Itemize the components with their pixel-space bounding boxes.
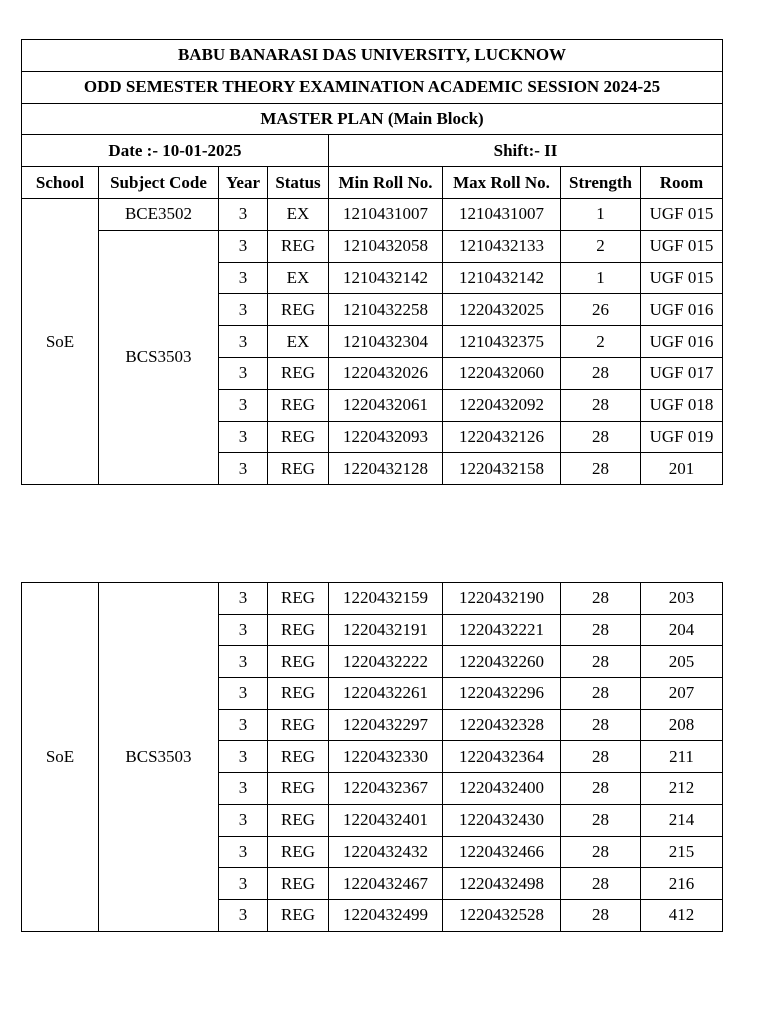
cell-strength: 28 — [561, 868, 641, 900]
cell-strength: 28 — [561, 678, 641, 710]
cell-year: 3 — [219, 836, 268, 868]
cell-room: UGF 019 — [641, 421, 723, 453]
cell-strength: 2 — [561, 326, 641, 358]
cell-max-roll: 1210431007 — [443, 198, 561, 230]
cell-min-roll: 1210432058 — [329, 230, 443, 262]
cell-min-roll: 1220432330 — [329, 741, 443, 773]
exam-title: ODD SEMESTER THEORY EXAMINATION ACADEMIC SESSION 2024-25 — [22, 71, 723, 103]
cell-strength: 28 — [561, 899, 641, 931]
cell-min-roll: 1220432297 — [329, 709, 443, 741]
cell-max-roll: 1220432060 — [443, 357, 561, 389]
cell-max-roll: 1220432092 — [443, 389, 561, 421]
cell-status: REG — [268, 583, 329, 615]
title-row — [22, 40, 723, 72]
col-header-subject-code: Subject Code — [99, 167, 219, 199]
cell-year: 3 — [219, 262, 268, 294]
cell-status: REG — [268, 421, 329, 453]
cell-status: REG — [268, 357, 329, 389]
cell-status: REG — [268, 230, 329, 262]
cell-subject-code: BCE3502 — [99, 198, 219, 230]
col-header-room: Room — [641, 167, 723, 199]
cell-status: REG — [268, 453, 329, 485]
cell-room: UGF 015 — [641, 262, 723, 294]
cell-room: 201 — [641, 453, 723, 485]
cell-year: 3 — [219, 421, 268, 453]
cell-status: REG — [268, 868, 329, 900]
cell-min-roll: 1210432142 — [329, 262, 443, 294]
exam-row — [22, 71, 723, 103]
cell-strength: 28 — [561, 709, 641, 741]
cell-subject-code: BCS3503 — [99, 230, 219, 484]
cell-school: SoE — [22, 198, 99, 484]
cell-strength: 26 — [561, 294, 641, 326]
cell-status: REG — [268, 709, 329, 741]
cell-status: EX — [268, 262, 329, 294]
cell-max-roll: 1220432260 — [443, 646, 561, 678]
col-header-status: Status — [268, 167, 329, 199]
cell-max-roll: 1220432466 — [443, 836, 561, 868]
cell-min-roll: 1220432432 — [329, 836, 443, 868]
cell-min-roll: 1220432191 — [329, 614, 443, 646]
cell-room: 203 — [641, 583, 723, 615]
cell-min-roll: 1220432499 — [329, 899, 443, 931]
cell-max-roll: 1210432142 — [443, 262, 561, 294]
cell-min-roll: 1210432304 — [329, 326, 443, 358]
cell-strength: 28 — [561, 357, 641, 389]
cell-year: 3 — [219, 804, 268, 836]
cell-room: 205 — [641, 646, 723, 678]
col-header-min-roll: Min Roll No. — [329, 167, 443, 199]
cell-status: REG — [268, 836, 329, 868]
cell-year: 3 — [219, 198, 268, 230]
cell-status: EX — [268, 326, 329, 358]
cell-room: UGF 017 — [641, 357, 723, 389]
cell-min-roll: 1220432467 — [329, 868, 443, 900]
cell-room: 215 — [641, 836, 723, 868]
cell-year: 3 — [219, 326, 268, 358]
cell-year: 3 — [219, 709, 268, 741]
cell-max-roll: 1220432400 — [443, 773, 561, 805]
column-header-row — [22, 167, 723, 199]
cell-room: 211 — [641, 741, 723, 773]
cell-strength: 28 — [561, 804, 641, 836]
cell-room: 207 — [641, 678, 723, 710]
date-shift-row — [22, 135, 723, 167]
table-row — [22, 198, 723, 230]
cell-max-roll: 1220432025 — [443, 294, 561, 326]
cell-strength: 28 — [561, 389, 641, 421]
cell-room: 212 — [641, 773, 723, 805]
cell-max-roll: 1210432133 — [443, 230, 561, 262]
master-plan-table-bottom — [21, 582, 723, 932]
cell-strength: 28 — [561, 614, 641, 646]
cell-max-roll: 1220432126 — [443, 421, 561, 453]
cell-strength: 28 — [561, 583, 641, 615]
cell-year: 3 — [219, 294, 268, 326]
col-header-year: Year — [219, 167, 268, 199]
master-plan-table-top — [21, 39, 723, 485]
cell-strength: 1 — [561, 198, 641, 230]
cell-room: 214 — [641, 804, 723, 836]
cell-year: 3 — [219, 868, 268, 900]
cell-year: 3 — [219, 646, 268, 678]
cell-status: REG — [268, 741, 329, 773]
cell-status: REG — [268, 389, 329, 421]
col-header-school: School — [22, 167, 99, 199]
cell-room: 216 — [641, 868, 723, 900]
cell-room: 208 — [641, 709, 723, 741]
cell-room: UGF 015 — [641, 230, 723, 262]
exam-shift: Shift:- II — [329, 135, 723, 167]
cell-strength: 28 — [561, 741, 641, 773]
cell-subject-code: BCS3503 — [99, 583, 219, 932]
cell-min-roll: 1210431007 — [329, 198, 443, 230]
cell-status: REG — [268, 294, 329, 326]
cell-max-roll: 1220432296 — [443, 678, 561, 710]
cell-strength: 2 — [561, 230, 641, 262]
cell-strength: 28 — [561, 836, 641, 868]
cell-status: REG — [268, 614, 329, 646]
cell-min-roll: 1220432128 — [329, 453, 443, 485]
cell-strength: 1 — [561, 262, 641, 294]
table-row — [22, 230, 723, 262]
cell-room: UGF 018 — [641, 389, 723, 421]
cell-max-roll: 1220432221 — [443, 614, 561, 646]
cell-status: REG — [268, 678, 329, 710]
cell-max-roll: 1220432430 — [443, 804, 561, 836]
cell-strength: 28 — [561, 646, 641, 678]
cell-room: UGF 016 — [641, 294, 723, 326]
exam-date: Date :- 10-01-2025 — [22, 135, 329, 167]
cell-strength: 28 — [561, 453, 641, 485]
cell-year: 3 — [219, 389, 268, 421]
cell-status: REG — [268, 646, 329, 678]
cell-year: 3 — [219, 773, 268, 805]
cell-strength: 28 — [561, 421, 641, 453]
cell-max-roll: 1220432528 — [443, 899, 561, 931]
cell-max-roll: 1220432498 — [443, 868, 561, 900]
cell-min-roll: 1220432061 — [329, 389, 443, 421]
cell-min-roll: 1220432222 — [329, 646, 443, 678]
cell-school: SoE — [22, 583, 99, 932]
cell-min-roll: 1220432367 — [329, 773, 443, 805]
cell-max-roll: 1220432328 — [443, 709, 561, 741]
cell-max-roll: 1210432375 — [443, 326, 561, 358]
university-title: BABU BANARASI DAS UNIVERSITY, LUCKNOW — [22, 40, 723, 72]
cell-status: EX — [268, 198, 329, 230]
cell-status: REG — [268, 773, 329, 805]
plan-row — [22, 103, 723, 135]
cell-year: 3 — [219, 357, 268, 389]
cell-min-roll: 1220432159 — [329, 583, 443, 615]
cell-status: REG — [268, 899, 329, 931]
cell-year: 3 — [219, 453, 268, 485]
cell-max-roll: 1220432158 — [443, 453, 561, 485]
cell-strength: 28 — [561, 773, 641, 805]
cell-min-roll: 1210432258 — [329, 294, 443, 326]
cell-room: 204 — [641, 614, 723, 646]
col-header-strength: Strength — [561, 167, 641, 199]
cell-year: 3 — [219, 230, 268, 262]
cell-max-roll: 1220432190 — [443, 583, 561, 615]
cell-year: 3 — [219, 678, 268, 710]
cell-room: UGF 016 — [641, 326, 723, 358]
cell-max-roll: 1220432364 — [443, 741, 561, 773]
plan-title: MASTER PLAN (Main Block) — [22, 103, 723, 135]
cell-year: 3 — [219, 583, 268, 615]
cell-min-roll: 1220432026 — [329, 357, 443, 389]
cell-min-roll: 1220432261 — [329, 678, 443, 710]
cell-room: 412 — [641, 899, 723, 931]
cell-year: 3 — [219, 614, 268, 646]
cell-year: 3 — [219, 899, 268, 931]
cell-min-roll: 1220432093 — [329, 421, 443, 453]
cell-year: 3 — [219, 741, 268, 773]
table-row — [22, 583, 723, 615]
cell-min-roll: 1220432401 — [329, 804, 443, 836]
cell-status: REG — [268, 804, 329, 836]
cell-room: UGF 015 — [641, 198, 723, 230]
col-header-max-roll: Max Roll No. — [443, 167, 561, 199]
